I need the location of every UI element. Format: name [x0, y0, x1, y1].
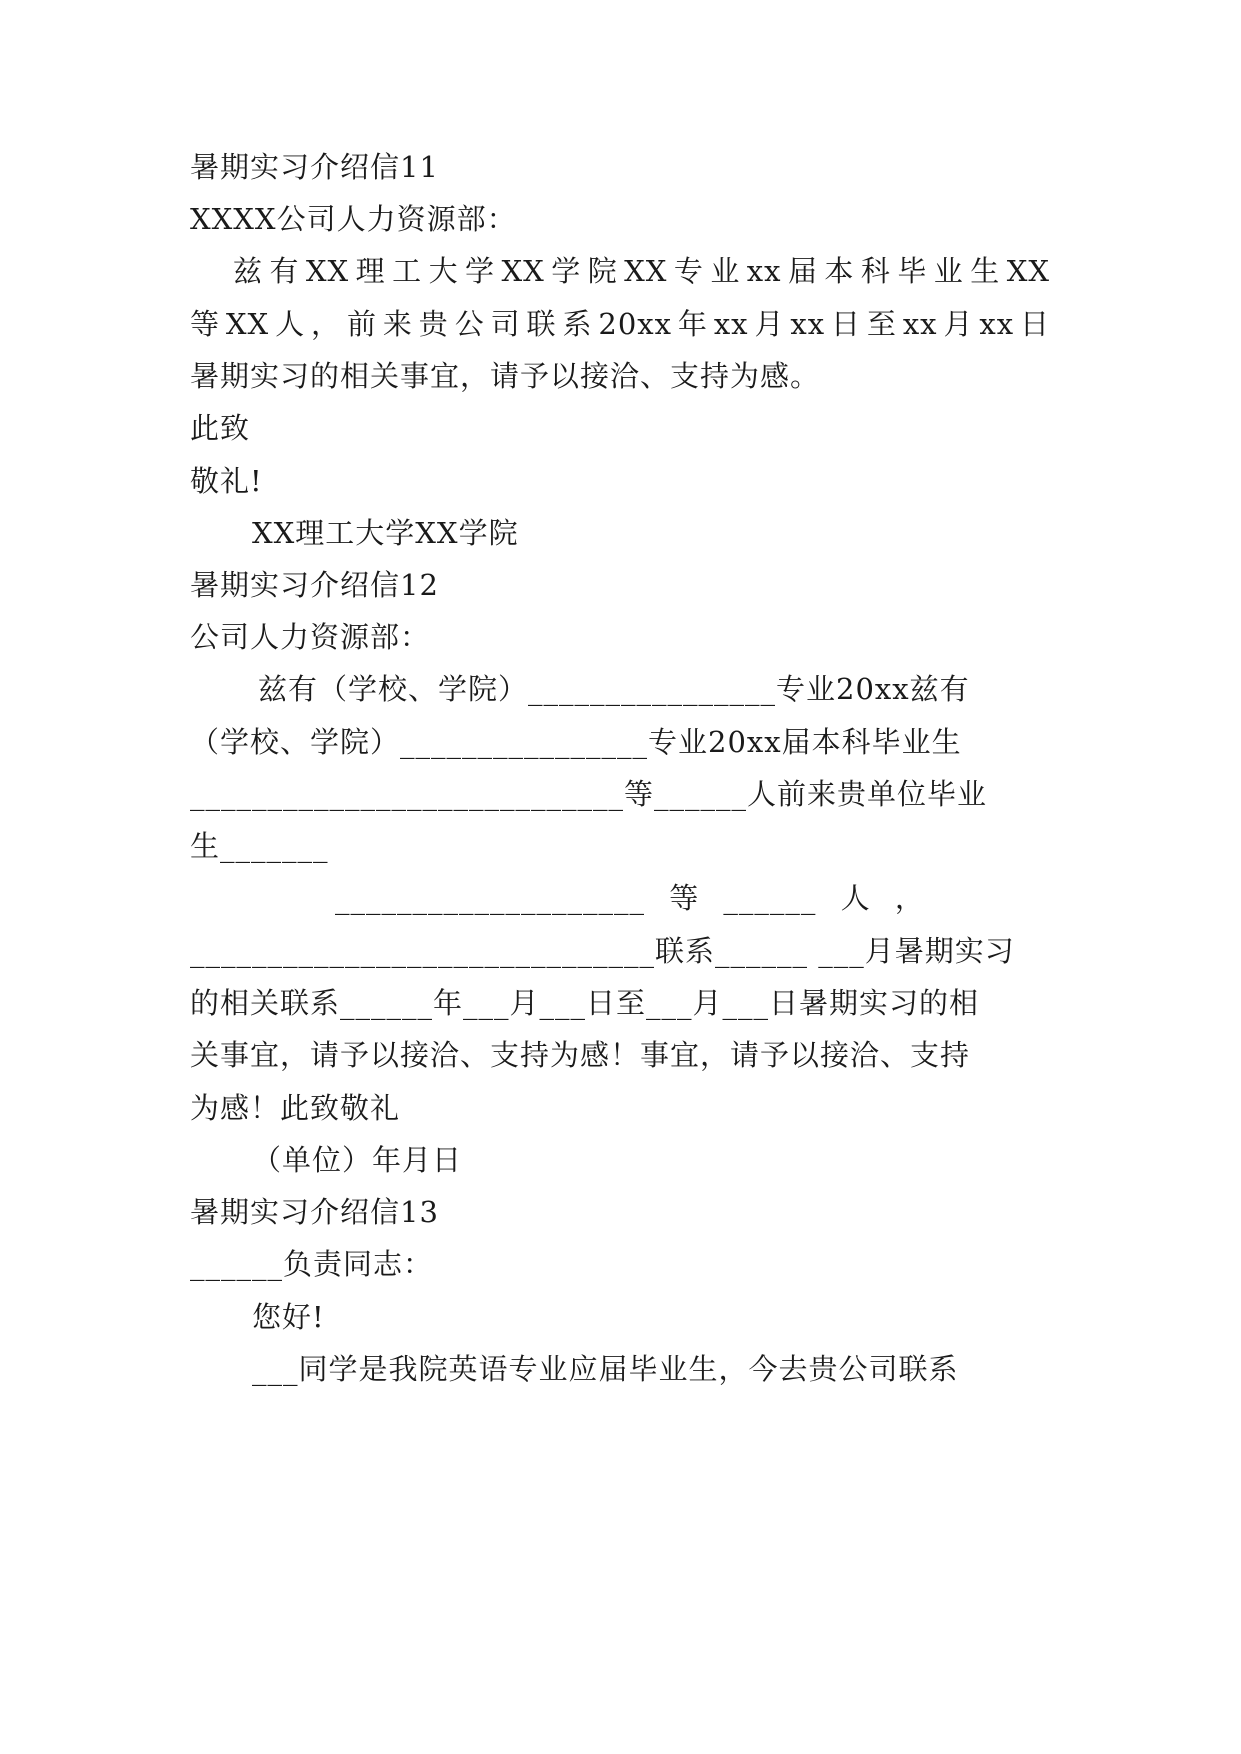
letter-11-salutation: 敬礼!	[190, 464, 263, 498]
letter-13-title: 暑期实习介绍信13	[190, 1195, 439, 1229]
letter-13-greeting: 您好!	[252, 1300, 325, 1334]
letter-12-body-line: ____________________________等______人前来贵单位毕业	[190, 777, 988, 811]
letter-11-body-line: 兹有XX理工大学XX学院XX专业xx届本科毕业生XX	[233, 254, 1050, 288]
letter-12-body-line: 为感！此致敬礼	[190, 1091, 401, 1125]
letter-12-body-line: ____________________ 等 ______ 人 ，	[335, 881, 925, 915]
letter-13-body-line: ___同学是我院英语专业应届毕业生，今去贵公司联系	[252, 1352, 959, 1386]
letter-11-signature: XX理工大学XX学院	[252, 516, 519, 550]
letter-12-title: 暑期实习介绍信12	[190, 568, 439, 602]
letter-12-body-line: 关事宜，请予以接洽、支持为感！事宜，请予以接洽、支持	[190, 1038, 971, 1072]
letter-12-body-line: 兹有（学校、学院）________________专业20xx兹有	[258, 672, 970, 706]
letter-12-body-line: ______________________________联系______ ___月暑期实习	[190, 934, 1015, 968]
letter-12-recipient: 公司人力资源部：	[190, 620, 431, 654]
letter-11-body-line: 暑期实习的相关事宜，请予以接洽、支持为感。	[190, 359, 821, 393]
letter-11-title: 暑期实习介绍信11	[190, 150, 439, 184]
letter-11-closing: 此致	[190, 411, 251, 445]
letter-11-body-line: 等XX人，前来贵公司联系20xx年xx月xx日至xx月xx日	[190, 307, 1050, 341]
letter-13-recipient: ______负责同志：	[190, 1247, 434, 1281]
letter-11-recipient: XXXX公司人力资源部：	[190, 202, 517, 236]
letter-12-body-line: 生_______	[190, 829, 329, 863]
letter-12-body-line: （学校、学院）________________专业20xx届本科毕业生	[190, 725, 962, 759]
letter-12-body-line: 的相关联系______年___月___日至___月___日暑期实习的相	[190, 986, 980, 1020]
letter-12-signature: （单位）年月日	[252, 1143, 463, 1177]
